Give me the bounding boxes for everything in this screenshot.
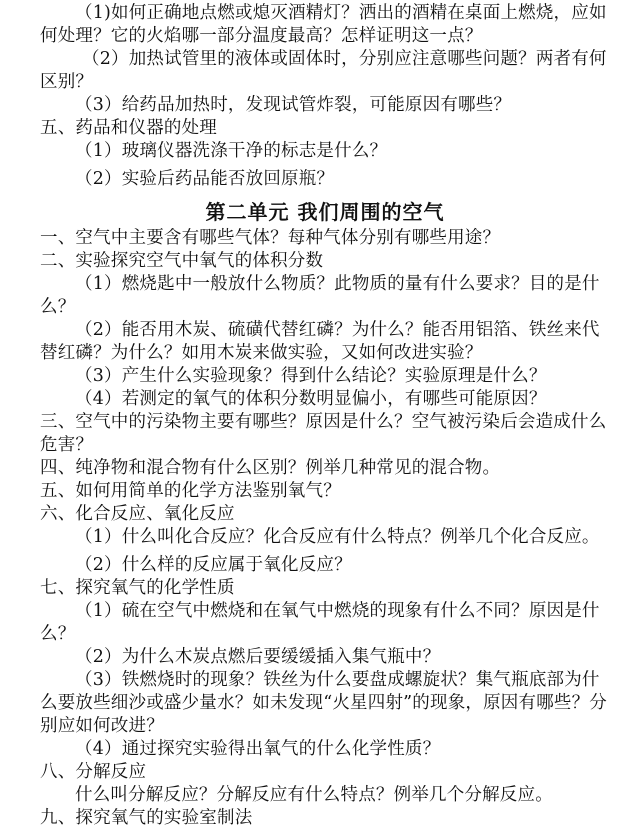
- question-paragraph: （2）能否用木炭、硫磺代替红磷？为什么？能否用铝箔、铁丝来代替红磷？为什么？如用木炭来做实验，又如何改进实验？: [40, 320, 600, 363]
- question-paragraph: （4）若测定的氧气的体积分数明显偏小，有哪些可能原因？: [75, 389, 547, 409]
- question-paragraph: （2）加热试管里的液体或固体时，分别应注意哪些问题？两者有何区别？: [40, 49, 607, 92]
- unit-title: 第二单元 我们周围的空气: [205, 200, 445, 224]
- section-heading: 八、分解反应: [40, 762, 147, 782]
- question-paragraph: （3）给药品加热时，发现试管炸裂，可能原因有哪些？: [75, 95, 512, 115]
- section-heading: 二、实验探究空气中氧气的体积分数: [40, 251, 324, 271]
- question-paragraph: （1）硫在空气中燃烧和在氧气中燃烧的现象有什么不同？原因是什么？: [40, 601, 600, 644]
- section-heading: 五、如何用简单的化学方法鉴别氧气？: [40, 481, 341, 501]
- question-paragraph: （1)如何正确地点燃或熄灭酒精灯？洒出的酒精在桌面上燃烧，应如何处理？它的火焰哪一部分温度最高？怎样证明这一点？: [40, 3, 607, 46]
- section-previous-unit: [40, 2, 610, 191]
- section-heading: 五、药品和仪器的处理: [40, 118, 217, 138]
- question-paragraph: （4）通过探究实验得出氧气的什么化学性质？: [75, 739, 441, 759]
- section-unit-two: [40, 227, 610, 830]
- question-paragraph: （3）铁燃烧时的现象？铁丝为什么要盘成螺旋状？集气瓶底部为什么要放些细沙或盛少量水？如未发现“火星四射”的现象，原因有哪些？分别应如何改进？: [40, 670, 607, 736]
- section-heading: 九、探究氧气的实验室制法: [40, 808, 253, 828]
- question-paragraph: （2）为什么木炭点燃后要缓缓插入集气瓶中？: [75, 647, 441, 667]
- question-paragraph: （3）产生什么实验现象？得到什么结论？实验原理是什么？: [75, 366, 547, 386]
- question-paragraph: （1）什么叫化合反应？化合反应有什么特点？例举几个化合反应。: [75, 527, 600, 547]
- section-heading: 六、化合反应、氧化反应: [40, 504, 235, 524]
- question-paragraph: （1）燃烧匙中一般放什么物质？此物质的量有什么要求？目的是什么？: [40, 274, 600, 317]
- section-heading: 四、纯净物和混合物有什么区别？例举几种常见的混合物。: [40, 458, 501, 478]
- question-paragraph: （2）什么样的反应属于氧化反应？: [75, 555, 352, 575]
- question-paragraph: （2）实验后药品能否放回原瓶？: [75, 169, 335, 189]
- section-heading: 三、空气中的污染物主要有哪些？原因是什么？空气被污染后会造成什么危害？: [40, 412, 607, 455]
- question-paragraph: 什么叫分解反应？分解反应有什么特点？例举几个分解反应。: [75, 785, 553, 805]
- section-heading: 一、空气中主要含有哪些气体？每种气体分别有哪些用途？: [40, 228, 501, 248]
- question-paragraph: （1）玻璃仪器洗涤干净的标志是什么？: [75, 141, 388, 161]
- section-heading: 七、探究氧气的化学性质: [40, 578, 235, 598]
